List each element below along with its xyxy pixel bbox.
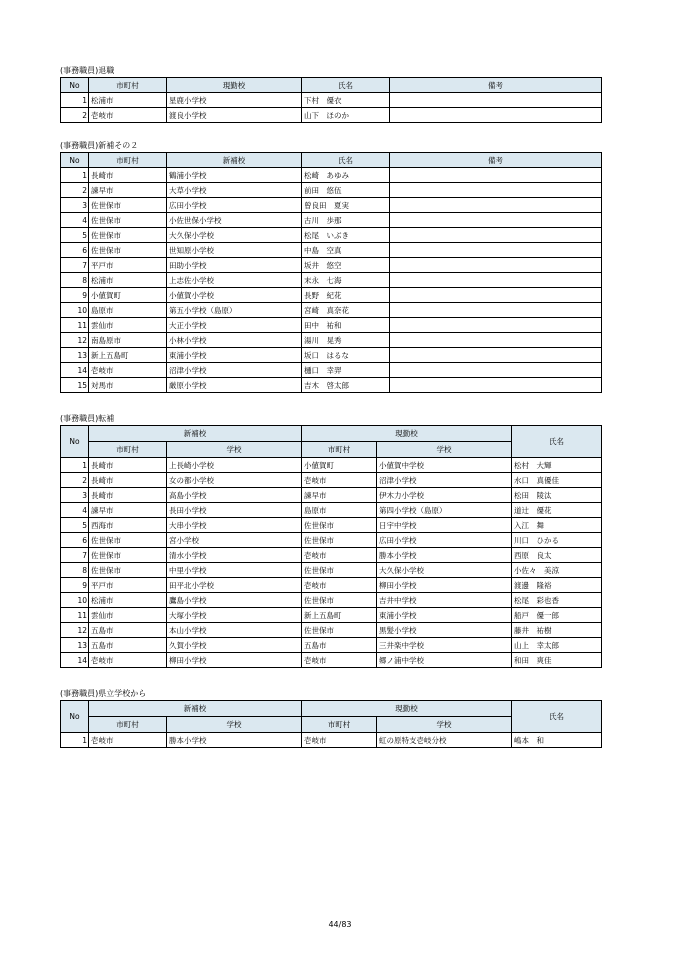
table-row	[61, 348, 602, 363]
table-cell: 虹の原特支壱岐分校	[377, 733, 512, 748]
table-cell: 佐世保市	[89, 213, 167, 228]
table-cell: 対馬市	[89, 378, 167, 393]
col-header-name: 氏名	[302, 78, 390, 93]
table-cell: 平戸市	[89, 578, 167, 593]
table-cell: 壱岐市	[89, 363, 167, 378]
row-number: 9	[61, 288, 89, 303]
col-header-no: No	[61, 153, 89, 168]
table-cell	[390, 183, 602, 198]
col-group-current-school: 現勤校	[302, 426, 512, 442]
col-group-new-school: 新補校	[89, 701, 302, 717]
col-header-name: 氏名	[512, 701, 602, 733]
table-cell: 佐世保市	[89, 548, 167, 563]
table-cell: 佐世保市	[89, 198, 167, 213]
table-cell: 上長崎小学校	[167, 458, 302, 473]
table-cell: 水口 真優佳	[512, 473, 602, 488]
row-number: 1	[61, 733, 89, 748]
table-cell: 大久保小学校	[377, 563, 512, 578]
table-cell: 壱岐市	[89, 653, 167, 668]
table-cell: 宮小学校	[167, 533, 302, 548]
table-cell: 諫早市	[89, 503, 167, 518]
table-cell: 星鹿小学校	[167, 93, 302, 108]
table-cell: 柳田小学校	[167, 653, 302, 668]
row-number: 5	[61, 518, 89, 533]
row-number: 14	[61, 363, 89, 378]
col-header-no: No	[61, 426, 89, 458]
col-header-remarks: 備考	[390, 153, 602, 168]
table-cell: 坂口 はるな	[302, 348, 390, 363]
row-number: 3	[61, 198, 89, 213]
section-retirement	[60, 66, 602, 123]
table-cell: 長野 紀花	[302, 288, 390, 303]
table-cell: 小値賀町	[89, 288, 167, 303]
row-number: 7	[61, 548, 89, 563]
table-cell: 長崎市	[89, 458, 167, 473]
table-cell: 樋口 幸羿	[302, 363, 390, 378]
table-cell: 吉井中学校	[377, 593, 512, 608]
transfer-table	[60, 425, 602, 668]
table-cell: 島原市	[302, 503, 377, 518]
table-cell: 長田小学校	[167, 503, 302, 518]
table-cell: 道辻 優花	[512, 503, 602, 518]
table-cell: 島原市	[89, 303, 167, 318]
table-body	[61, 93, 602, 123]
col-group-new-school: 新補校	[89, 426, 302, 442]
table-row	[61, 653, 602, 668]
table-row	[61, 183, 602, 198]
row-number: 8	[61, 563, 89, 578]
table-cell: 壱岐市	[302, 578, 377, 593]
col-header-current-municipality: 市町村	[302, 717, 377, 733]
col-header-new-school: 新補校	[167, 153, 302, 168]
table-row	[61, 198, 602, 213]
col-header-remarks: 備考	[390, 78, 602, 93]
table-cell: 郷ノ浦中学校	[377, 653, 512, 668]
table-cell: 五島市	[302, 638, 377, 653]
table-cell: 佐世保市	[302, 623, 377, 638]
table-row	[61, 378, 602, 393]
row-number: 10	[61, 303, 89, 318]
col-header-no: No	[61, 78, 89, 93]
table-cell: 壱岐市	[302, 548, 377, 563]
table-cell: 山下 ほのか	[302, 108, 390, 123]
table-cell: 小値賀町	[302, 458, 377, 473]
table-cell	[390, 318, 602, 333]
section-transfer	[60, 414, 602, 668]
row-number: 5	[61, 228, 89, 243]
table-cell: 佐世保市	[89, 243, 167, 258]
table-cell	[390, 333, 602, 348]
table-cell: 佐世保市	[302, 563, 377, 578]
col-header-new-municipality: 市町村	[89, 442, 167, 458]
table-cell: 女の都小学校	[167, 473, 302, 488]
table-cell: 宮崎 真奈花	[302, 303, 390, 318]
col-header-new-school: 学校	[167, 717, 302, 733]
table-row	[61, 93, 602, 108]
table-cell: 東浦小学校	[377, 608, 512, 623]
table-cell: 藤井 祐樹	[512, 623, 602, 638]
col-header-new-school: 学校	[167, 442, 302, 458]
row-number: 11	[61, 608, 89, 623]
table-cell: 大久保小学校	[167, 228, 302, 243]
row-number: 15	[61, 378, 89, 393]
table-cell: 諫早市	[89, 183, 167, 198]
col-header-name: 氏名	[512, 426, 602, 458]
table-cell: 鷹島小学校	[167, 593, 302, 608]
table-row	[61, 333, 602, 348]
col-header-no: No	[61, 701, 89, 733]
table-row	[61, 608, 602, 623]
row-number: 13	[61, 348, 89, 363]
table-cell: 末永 七海	[302, 273, 390, 288]
row-number: 4	[61, 213, 89, 228]
table-cell: 松田 陵汰	[512, 488, 602, 503]
table-body	[61, 168, 602, 393]
table-cell: 小値賀小学校	[167, 288, 302, 303]
table-cell: 田中 祐和	[302, 318, 390, 333]
table-cell: 船戸 優一郎	[512, 608, 602, 623]
row-number: 1	[61, 93, 89, 108]
row-number: 8	[61, 273, 89, 288]
table-row	[61, 288, 602, 303]
table-cell: 第五小学校（島原）	[167, 303, 302, 318]
row-number: 2	[61, 108, 89, 123]
table-cell	[390, 243, 602, 258]
table-cell: 鶴浦小学校	[167, 168, 302, 183]
section-new-appointment-2	[60, 141, 602, 393]
table-cell: 日宇中学校	[377, 518, 512, 533]
row-number: 1	[61, 458, 89, 473]
table-cell: 小佐世保小学校	[167, 213, 302, 228]
table-cell: 伊木力小学校	[377, 488, 512, 503]
retirement-table	[60, 77, 602, 123]
table-cell	[390, 348, 602, 363]
table-cell: 小林小学校	[167, 333, 302, 348]
table-cell: 壱岐市	[302, 653, 377, 668]
table-cell: 川口 ひかる	[512, 533, 602, 548]
table-cell: 西海市	[89, 518, 167, 533]
table-cell: 坂井 悠空	[302, 258, 390, 273]
table-cell: 第四小学校（島原）	[377, 503, 512, 518]
table-cell: 前田 悠伍	[302, 183, 390, 198]
table-cell: 松尾 いぶき	[302, 228, 390, 243]
table-cell: 湯川 晃秀	[302, 333, 390, 348]
table-cell: 嶋本 和	[512, 733, 602, 748]
table-row	[61, 548, 602, 563]
table-cell: 田平北小学校	[167, 578, 302, 593]
section-title: (事務職員)県立学校から	[60, 689, 147, 698]
table-cell: 佐世保市	[302, 593, 377, 608]
table-cell: 新上五島町	[302, 608, 377, 623]
table-cell: 高島小学校	[167, 488, 302, 503]
col-header-current-school: 学校	[377, 442, 512, 458]
table-row	[61, 488, 602, 503]
table-cell: 広田小学校	[167, 198, 302, 213]
table-row	[61, 213, 602, 228]
table-row	[61, 363, 602, 378]
row-number: 7	[61, 258, 89, 273]
table-cell: 松浦市	[89, 93, 167, 108]
table-cell: 広田小学校	[377, 533, 512, 548]
row-number: 3	[61, 488, 89, 503]
table-cell: 松村 大輝	[512, 458, 602, 473]
col-group-current-school: 現勤校	[302, 701, 512, 717]
table-cell: 佐世保市	[89, 563, 167, 578]
table-cell: 佐世保市	[89, 533, 167, 548]
table-cell: 松尾 彩也香	[512, 593, 602, 608]
table-row	[61, 228, 602, 243]
table-cell: 諫早市	[302, 488, 377, 503]
table-row	[61, 458, 602, 473]
table-cell	[390, 228, 602, 243]
table-row	[61, 638, 602, 653]
table-row	[61, 578, 602, 593]
table-cell: 中島 空真	[302, 243, 390, 258]
table-cell: 厳原小学校	[167, 378, 302, 393]
table-row	[61, 593, 602, 608]
section-title: (事務職員)退職	[60, 66, 115, 75]
table-cell: 沼津小学校	[167, 363, 302, 378]
table-cell: 渡良小学校	[167, 108, 302, 123]
table-cell: 松崎 あゆみ	[302, 168, 390, 183]
row-number: 2	[61, 473, 89, 488]
row-number: 6	[61, 533, 89, 548]
row-number: 10	[61, 593, 89, 608]
table-cell: 五島市	[89, 623, 167, 638]
table-cell	[390, 303, 602, 318]
table-cell: 五島市	[89, 638, 167, 653]
table-cell: 大串小学校	[167, 518, 302, 533]
table-row	[61, 318, 602, 333]
col-header-municipality: 市町村	[89, 153, 167, 168]
table-cell	[390, 258, 602, 273]
row-number: 11	[61, 318, 89, 333]
table-cell: 松浦市	[89, 593, 167, 608]
row-number: 12	[61, 623, 89, 638]
table-cell: 西原 良太	[512, 548, 602, 563]
table-cell: 佐世保市	[302, 518, 377, 533]
table-cell: 長崎市	[89, 473, 167, 488]
section-title: (事務職員)転補	[60, 414, 115, 423]
table-cell: 長崎市	[89, 488, 167, 503]
table-cell: 渡邊 隆裕	[512, 578, 602, 593]
table-cell: 曾良田 夏実	[302, 198, 390, 213]
table-cell: 勝本小学校	[377, 548, 512, 563]
table-cell	[390, 108, 602, 123]
page-number: 44/83	[328, 920, 352, 929]
table-cell: 大草小学校	[167, 183, 302, 198]
table-cell: 古川 歩那	[302, 213, 390, 228]
table-cell: 清水小学校	[167, 548, 302, 563]
table-cell: 下村 優衣	[302, 93, 390, 108]
table-cell: 山上 幸太郎	[512, 638, 602, 653]
prefectural-transfer-table	[60, 700, 602, 748]
table-cell: 壱岐市	[302, 733, 377, 748]
row-number: 6	[61, 243, 89, 258]
table-cell: 大塚小学校	[167, 608, 302, 623]
table-cell: 和田 爽佳	[512, 653, 602, 668]
table-cell	[390, 273, 602, 288]
table-row	[61, 623, 602, 638]
col-header-current-municipality: 市町村	[302, 442, 377, 458]
table-cell	[390, 288, 602, 303]
table-cell: 世知原小学校	[167, 243, 302, 258]
table-cell: 雲仙市	[89, 608, 167, 623]
table-cell: 小佐々 美涼	[512, 563, 602, 578]
table-cell: 新上五島町	[89, 348, 167, 363]
col-header-current-school: 現勤校	[167, 78, 302, 93]
row-number: 12	[61, 333, 89, 348]
col-header-new-municipality: 市町村	[89, 717, 167, 733]
table-row	[61, 108, 602, 123]
table-row	[61, 258, 602, 273]
section-title: (事務職員)新補その２	[60, 141, 139, 150]
table-cell: 松浦市	[89, 273, 167, 288]
table-cell: 大正小学校	[167, 318, 302, 333]
table-cell: 黒髪小学校	[377, 623, 512, 638]
section-from-prefectural-schools	[60, 689, 602, 748]
table-cell: 佐世保市	[89, 228, 167, 243]
table-row	[61, 733, 602, 748]
table-cell: 吉木 啓太郎	[302, 378, 390, 393]
table-cell: 南島原市	[89, 333, 167, 348]
table-cell: 柳田小学校	[377, 578, 512, 593]
table-cell: 壱岐市	[89, 108, 167, 123]
table-cell: 長崎市	[89, 168, 167, 183]
table-row	[61, 503, 602, 518]
table-body	[61, 733, 602, 748]
table-cell: 上志佐小学校	[167, 273, 302, 288]
table-body	[61, 458, 602, 668]
table-cell	[390, 198, 602, 213]
table-cell: 三井楽中学校	[377, 638, 512, 653]
row-number: 1	[61, 168, 89, 183]
table-cell: 壱岐市	[302, 473, 377, 488]
table-cell: 中里小学校	[167, 563, 302, 578]
table-row	[61, 273, 602, 288]
row-number: 2	[61, 183, 89, 198]
table-row	[61, 533, 602, 548]
table-cell	[390, 378, 602, 393]
table-row	[61, 303, 602, 318]
table-cell: 本山小学校	[167, 623, 302, 638]
table-row	[61, 563, 602, 578]
table-cell: 佐世保市	[302, 533, 377, 548]
table-cell: 平戸市	[89, 258, 167, 273]
table-cell: 田助小学校	[167, 258, 302, 273]
table-cell: 勝本小学校	[167, 733, 302, 748]
table-cell: 沼津小学校	[377, 473, 512, 488]
table-cell: 小値賀中学校	[377, 458, 512, 473]
table-row	[61, 168, 602, 183]
table-cell: 久賀小学校	[167, 638, 302, 653]
row-number: 9	[61, 578, 89, 593]
row-number: 13	[61, 638, 89, 653]
table-row	[61, 518, 602, 533]
table-cell: 東浦小学校	[167, 348, 302, 363]
table-cell: 雲仙市	[89, 318, 167, 333]
new-appointment-table	[60, 152, 602, 393]
table-cell: 入江 舞	[512, 518, 602, 533]
table-row	[61, 473, 602, 488]
row-number: 14	[61, 653, 89, 668]
col-header-current-school: 学校	[377, 717, 512, 733]
col-header-name: 氏名	[302, 153, 390, 168]
table-cell	[390, 213, 602, 228]
col-header-municipality: 市町村	[89, 78, 167, 93]
row-number: 4	[61, 503, 89, 518]
table-cell	[390, 93, 602, 108]
table-row	[61, 243, 602, 258]
table-cell: 壱岐市	[89, 733, 167, 748]
table-cell	[390, 168, 602, 183]
table-cell	[390, 363, 602, 378]
